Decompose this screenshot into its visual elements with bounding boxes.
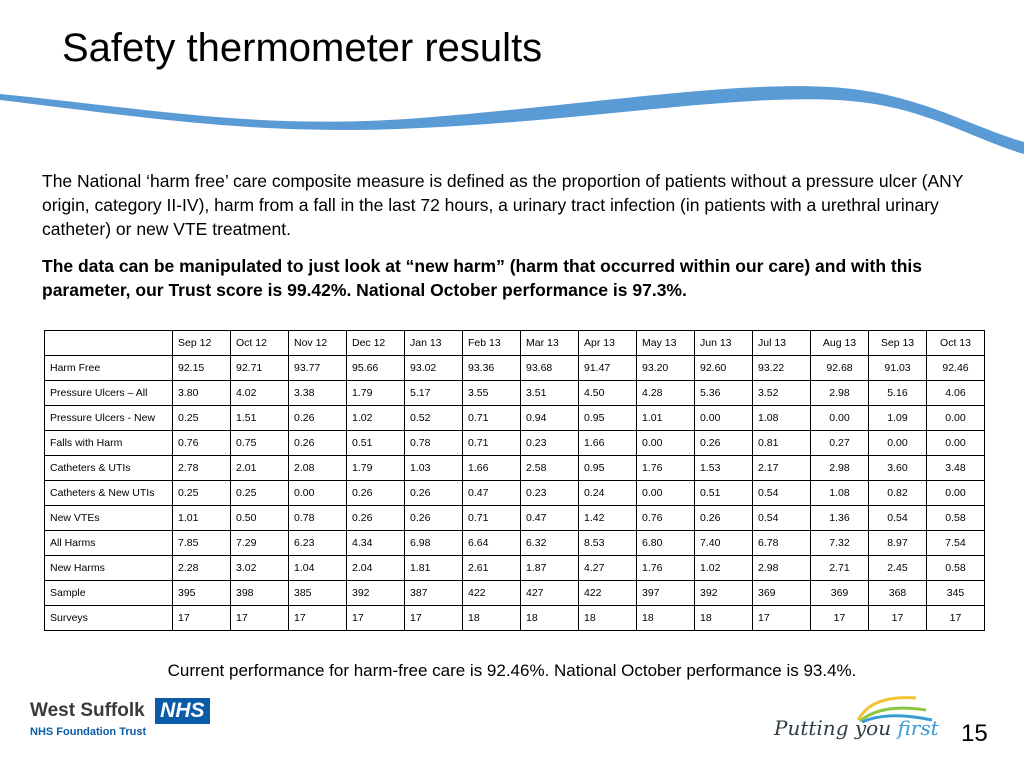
- table-cell: 0.71: [463, 431, 521, 456]
- table-cell: 17: [869, 606, 927, 631]
- column-header: Nov 12: [289, 331, 347, 356]
- table-row: [45, 506, 985, 531]
- table-cell: 0.95: [579, 456, 637, 481]
- table-cell: 6.32: [521, 531, 579, 556]
- table-cell: 3.55: [463, 381, 521, 406]
- table-cell: 4.34: [347, 531, 405, 556]
- table-cell: 0.26: [289, 406, 347, 431]
- table-cell: 6.23: [289, 531, 347, 556]
- table-cell: 5.16: [869, 381, 927, 406]
- logo-trust-name: NHS Foundation Trust: [30, 726, 147, 738]
- table-cell: 0.58: [927, 556, 985, 581]
- row-label: All Harms: [45, 531, 173, 556]
- table-row: [45, 581, 985, 606]
- table-cell: 18: [695, 606, 753, 631]
- table-cell: 0.47: [521, 506, 579, 531]
- table-cell: 1.42: [579, 506, 637, 531]
- table-cell: 2.98: [811, 456, 869, 481]
- column-header: Aug 13: [811, 331, 869, 356]
- table-cell: 18: [463, 606, 521, 631]
- column-header: May 13: [637, 331, 695, 356]
- table-cell: 0.26: [405, 481, 463, 506]
- table-cell: 2.98: [811, 381, 869, 406]
- table-cell: 93.22: [753, 356, 811, 381]
- table-cell: 2.45: [869, 556, 927, 581]
- table-cell: 0.71: [463, 406, 521, 431]
- table-cell: 6.98: [405, 531, 463, 556]
- column-header: Jul 13: [753, 331, 811, 356]
- table-cell: 7.40: [695, 531, 753, 556]
- table-cell: 0.54: [753, 506, 811, 531]
- table-cell: 0.52: [405, 406, 463, 431]
- table-cell: 93.02: [405, 356, 463, 381]
- current-performance-text: Current performance for harm-free care is 92.46%. National October performance is 93.4%.: [167, 661, 857, 680]
- row-label: Pressure Ulcers - New: [45, 406, 173, 431]
- table-cell: 0.00: [811, 406, 869, 431]
- column-header: Mar 13: [521, 331, 579, 356]
- table-cell: 3.38: [289, 381, 347, 406]
- table-cell: 0.81: [753, 431, 811, 456]
- table-cell: 7.29: [231, 531, 289, 556]
- column-header: Sep 12: [173, 331, 231, 356]
- nhs-logo-box: NHS: [155, 698, 209, 724]
- table-row: [45, 456, 985, 481]
- table-cell: 93.77: [289, 356, 347, 381]
- column-header: Dec 12: [347, 331, 405, 356]
- table-cell: 1.53: [695, 456, 753, 481]
- table-cell: 17: [347, 606, 405, 631]
- table-cell: 92.68: [811, 356, 869, 381]
- table-cell: 6.80: [637, 531, 695, 556]
- table-cell: 0.26: [347, 506, 405, 531]
- table-cell: 1.09: [869, 406, 927, 431]
- table-cell: 0.54: [869, 506, 927, 531]
- table-cell: 0.00: [695, 406, 753, 431]
- table-cell: 1.08: [753, 406, 811, 431]
- table-cell: 17: [753, 606, 811, 631]
- table-cell: 1.02: [695, 556, 753, 581]
- table-cell: 0.47: [463, 481, 521, 506]
- table-cell: 1.04: [289, 556, 347, 581]
- table-cell: 0.94: [521, 406, 579, 431]
- row-label: Pressure Ulcers – All: [45, 381, 173, 406]
- table-cell: 0.27: [811, 431, 869, 456]
- table-row: [45, 556, 985, 581]
- table-cell: 5.36: [695, 381, 753, 406]
- table-row: [45, 481, 985, 506]
- table-cell: 0.00: [927, 406, 985, 431]
- table-cell: 1.76: [637, 456, 695, 481]
- table-cell: 392: [695, 581, 753, 606]
- header-corner-cell: [45, 331, 173, 356]
- table-cell: 6.78: [753, 531, 811, 556]
- table-cell: 387: [405, 581, 463, 606]
- table-cell: 0.51: [347, 431, 405, 456]
- row-label: New Harms: [45, 556, 173, 581]
- column-header: Apr 13: [579, 331, 637, 356]
- table-cell: 8.97: [869, 531, 927, 556]
- table-cell: 91.47: [579, 356, 637, 381]
- table-cell: 1.01: [173, 506, 231, 531]
- table-row: [45, 356, 985, 381]
- table-cell: 2.98: [753, 556, 811, 581]
- row-label: Catheters & New UTIs: [45, 481, 173, 506]
- column-header: Feb 13: [463, 331, 521, 356]
- table-cell: 427: [521, 581, 579, 606]
- table-cell: 2.08: [289, 456, 347, 481]
- slogan-text: [774, 716, 939, 740]
- table-row: [45, 431, 985, 456]
- table-cell: 2.58: [521, 456, 579, 481]
- table-cell: 422: [579, 581, 637, 606]
- table-cell: 1.81: [405, 556, 463, 581]
- table-cell: 93.20: [637, 356, 695, 381]
- table-cell: 0.23: [521, 481, 579, 506]
- table-cell: 4.28: [637, 381, 695, 406]
- table-cell: 91.03: [869, 356, 927, 381]
- table-cell: 0.50: [231, 506, 289, 531]
- table-cell: 4.06: [927, 381, 985, 406]
- table-cell: 369: [753, 581, 811, 606]
- table-cell: 93.68: [521, 356, 579, 381]
- table-body: [45, 356, 985, 631]
- table-cell: 92.15: [173, 356, 231, 381]
- table-row: [45, 406, 985, 431]
- table-cell: 1.08: [811, 481, 869, 506]
- row-label: Harm Free: [45, 356, 173, 381]
- table-cell: 7.85: [173, 531, 231, 556]
- table-cell: 92.71: [231, 356, 289, 381]
- column-header: Jun 13: [695, 331, 753, 356]
- table-cell: 0.78: [405, 431, 463, 456]
- table-cell: 8.53: [579, 531, 637, 556]
- table-cell: 1.66: [463, 456, 521, 481]
- table-cell: 6.64: [463, 531, 521, 556]
- table-cell: 95.66: [347, 356, 405, 381]
- table-cell: 422: [463, 581, 521, 606]
- table-cell: 1.02: [347, 406, 405, 431]
- table-cell: 3.80: [173, 381, 231, 406]
- table-cell: 0.58: [927, 506, 985, 531]
- table-cell: 0.00: [289, 481, 347, 506]
- table-cell: 1.76: [637, 556, 695, 581]
- column-header: Sep 13: [869, 331, 927, 356]
- safety-results-table: [44, 330, 985, 631]
- table-cell: 0.76: [173, 431, 231, 456]
- table-cell: 1.79: [347, 456, 405, 481]
- table-cell: 0.26: [405, 506, 463, 531]
- table-cell: 368: [869, 581, 927, 606]
- table-cell: 3.02: [231, 556, 289, 581]
- table-cell: 3.48: [927, 456, 985, 481]
- table-cell: 0.26: [695, 506, 753, 531]
- table-cell: 0.82: [869, 481, 927, 506]
- table-cell: 18: [637, 606, 695, 631]
- slogan-part-1: Putting you: [774, 716, 898, 740]
- logo-org-name: West Suffolk: [30, 700, 145, 721]
- table-cell: 0.26: [347, 481, 405, 506]
- table-cell: 0.00: [637, 431, 695, 456]
- new-harm-summary: The data can be manipulated to just look at “new harm” (harm that occurred within our care) and with this parameter, our Trust score is 99.42%. National October performance is 97.3%.: [42, 256, 922, 300]
- table-cell: 3.52: [753, 381, 811, 406]
- table-cell: 1.66: [579, 431, 637, 456]
- table-cell: 93.36: [463, 356, 521, 381]
- table-cell: 17: [289, 606, 347, 631]
- table-cell: 0.71: [463, 506, 521, 531]
- table-cell: 395: [173, 581, 231, 606]
- table-cell: 1.87: [521, 556, 579, 581]
- table-cell: 2.78: [173, 456, 231, 481]
- table-cell: 2.17: [753, 456, 811, 481]
- table-cell: 385: [289, 581, 347, 606]
- table-cell: 1.03: [405, 456, 463, 481]
- row-label: Surveys: [45, 606, 173, 631]
- table-cell: 0.25: [173, 481, 231, 506]
- table-row: [45, 381, 985, 406]
- row-label: Catheters & UTIs: [45, 456, 173, 481]
- row-label: New VTEs: [45, 506, 173, 531]
- harm-free-definition: The National ‘harm free’ care composite measure is defined as the proportion of patients without a pressure ulcer (ANY origin, category II-IV), harm from a fall in the last 72 hours, a urinary tract infection (in patients with a urethral urinary catheter) or new VTE treatment.: [42, 171, 964, 239]
- table-row: [45, 606, 985, 631]
- table-cell: 0.00: [637, 481, 695, 506]
- column-header: Oct 12: [231, 331, 289, 356]
- table-cell: 0.24: [579, 481, 637, 506]
- column-header: Oct 13: [927, 331, 985, 356]
- table-cell: 0.23: [521, 431, 579, 456]
- table-cell: 4.50: [579, 381, 637, 406]
- putting-you-first-logo: [748, 690, 958, 768]
- table-cell: 7.54: [927, 531, 985, 556]
- table-cell: 0.78: [289, 506, 347, 531]
- table-cell: 0.25: [231, 481, 289, 506]
- table-cell: 2.04: [347, 556, 405, 581]
- table-cell: 3.51: [521, 381, 579, 406]
- table-cell: 0.00: [927, 431, 985, 456]
- table-cell: 92.60: [695, 356, 753, 381]
- table-cell: 369: [811, 581, 869, 606]
- table-cell: 1.01: [637, 406, 695, 431]
- table-cell: 17: [405, 606, 463, 631]
- slide-title: Safety thermometer results: [62, 26, 543, 70]
- table-cell: 398: [231, 581, 289, 606]
- table-cell: 0.75: [231, 431, 289, 456]
- table-cell: 5.17: [405, 381, 463, 406]
- table-cell: 0.51: [695, 481, 753, 506]
- table-cell: 18: [579, 606, 637, 631]
- row-label: Sample: [45, 581, 173, 606]
- header-swoosh-decoration: [0, 80, 1024, 160]
- page-number: 15: [961, 720, 988, 747]
- table-cell: 2.61: [463, 556, 521, 581]
- table-cell: 0.00: [927, 481, 985, 506]
- table-cell: 392: [347, 581, 405, 606]
- table-cell: 3.60: [869, 456, 927, 481]
- table-cell: 17: [173, 606, 231, 631]
- column-header: Jan 13: [405, 331, 463, 356]
- table-cell: 0.25: [173, 406, 231, 431]
- table-cell: 1.51: [231, 406, 289, 431]
- table-cell: 7.32: [811, 531, 869, 556]
- table-cell: 2.28: [173, 556, 231, 581]
- row-label: Falls with Harm: [45, 431, 173, 456]
- table-cell: 92.46: [927, 356, 985, 381]
- table-cell: 0.76: [637, 506, 695, 531]
- table-cell: 397: [637, 581, 695, 606]
- table-cell: 0.26: [289, 431, 347, 456]
- table-row: [45, 531, 985, 556]
- west-suffolk-nhs-logo: [30, 698, 210, 738]
- table-header-row: [45, 331, 985, 356]
- table-cell: 0.95: [579, 406, 637, 431]
- table-cell: 2.71: [811, 556, 869, 581]
- slogan-part-2: first: [897, 716, 939, 740]
- table-cell: 1.36: [811, 506, 869, 531]
- table-cell: 2.01: [231, 456, 289, 481]
- table-cell: 17: [811, 606, 869, 631]
- table-cell: 0.00: [869, 431, 927, 456]
- table-cell: 1.79: [347, 381, 405, 406]
- table-cell: 0.26: [695, 431, 753, 456]
- table-cell: 4.27: [579, 556, 637, 581]
- table-cell: 17: [231, 606, 289, 631]
- table-cell: 345: [927, 581, 985, 606]
- table-cell: 17: [927, 606, 985, 631]
- table-cell: 0.54: [753, 481, 811, 506]
- table-cell: 4.02: [231, 381, 289, 406]
- table-cell: 18: [521, 606, 579, 631]
